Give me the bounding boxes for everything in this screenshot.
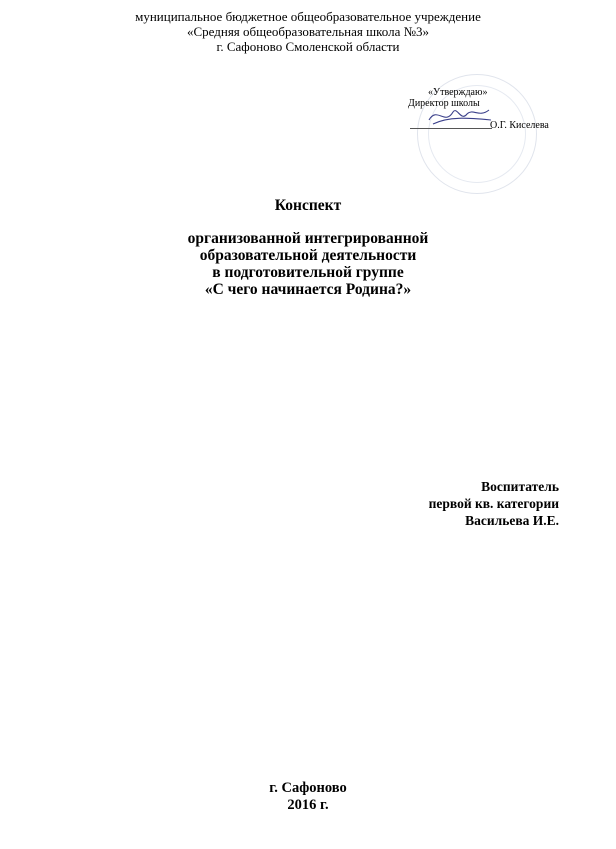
subtitle-line: в подготовительной группе bbox=[212, 264, 404, 281]
institution-header bbox=[0, 9, 616, 54]
approval-label: «Утверждаю» bbox=[428, 87, 488, 98]
author-role: Воспитатель bbox=[481, 479, 559, 494]
subtitle-line: организованной интегрированной bbox=[187, 230, 429, 247]
author-category: первой кв. категории bbox=[428, 496, 559, 511]
director-name: О.Г. Киселева bbox=[490, 120, 549, 131]
institution-type: муниципальное бюджетное общеобразовательное учреждение bbox=[135, 9, 481, 24]
author-block bbox=[429, 478, 559, 529]
document-subtitle bbox=[0, 230, 616, 298]
author-name: Васильева И.Е. bbox=[465, 513, 559, 528]
subtitle-line: «С чего начинается Родина?» bbox=[204, 281, 412, 298]
school-location: г. Сафоново Смоленской области bbox=[216, 39, 400, 54]
signature-line bbox=[410, 128, 492, 129]
document-title: Конспект bbox=[274, 197, 342, 214]
approval-stamp bbox=[405, 82, 575, 172]
subtitle-line: образовательной деятельности bbox=[199, 247, 417, 264]
approval-role: Директор школы bbox=[408, 98, 480, 109]
footer-year: 2016 г. bbox=[287, 797, 329, 813]
director-signature bbox=[423, 100, 493, 130]
document-title-block bbox=[0, 197, 616, 298]
footer-city: г. Сафоново bbox=[269, 780, 347, 796]
footer bbox=[0, 780, 616, 814]
school-name: «Средняя общеобразовательная школа №3» bbox=[186, 24, 430, 39]
